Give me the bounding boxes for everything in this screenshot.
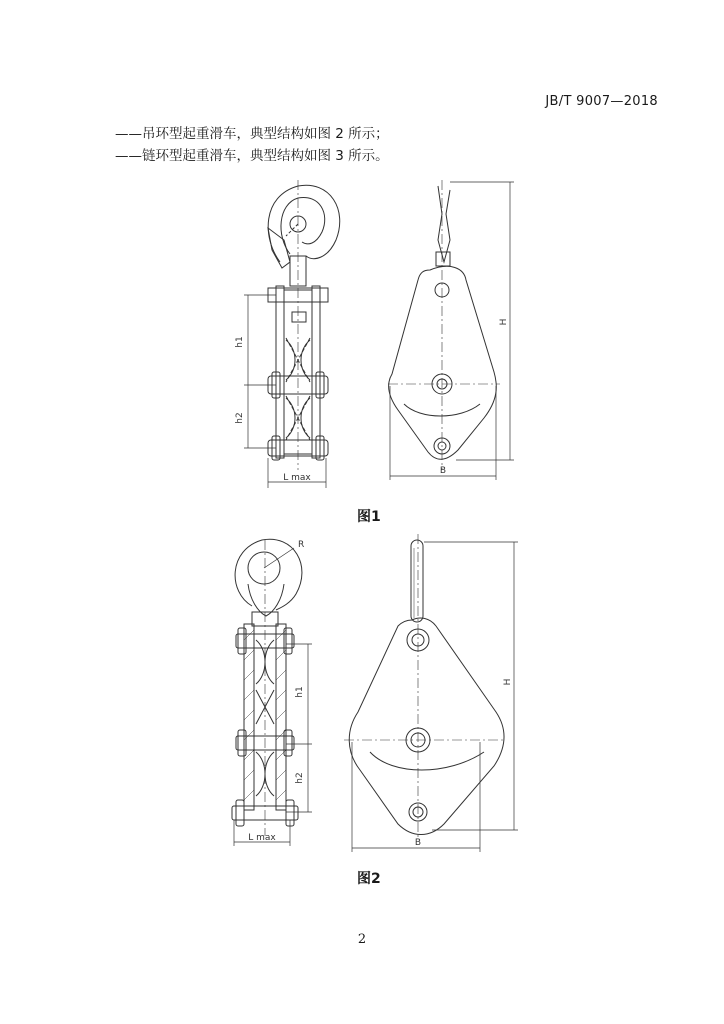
figure-1-label-h1: h1 [235, 336, 245, 348]
figure-2-label-h1: h1 [295, 686, 305, 698]
standard-code: JB/T 9007—2018 [545, 94, 658, 109]
figure-1-caption: 图1 [357, 509, 381, 525]
structure-list [115, 123, 389, 167]
figure-2-label-b: B [414, 838, 422, 848]
figure-1-label-lmax: L max [283, 473, 311, 483]
figure-1-front-view [388, 180, 514, 480]
list-item: ——链环型起重滑车，典型结构如图 3 所示。 [115, 148, 389, 164]
figure-2-front-view [344, 534, 518, 852]
figure-2-label-lmax: L max [248, 833, 276, 843]
figure-1-label-b: B [439, 466, 447, 476]
page-number: 2 [357, 932, 367, 947]
figure-1-side-view [244, 180, 340, 488]
figure-1-label-h: H [499, 318, 509, 326]
figure-2-label-r: R [298, 540, 305, 550]
figure-1-label-h2: h2 [235, 412, 245, 424]
list-item: ——吊环型起重滑车，典型结构如图 2 所示； [115, 126, 389, 142]
figure-2-label-h2: h2 [295, 772, 305, 784]
figure-1-drawing [0, 175, 724, 495]
figure-2-drawing [0, 533, 724, 853]
figure-2-label-h: H [503, 678, 513, 686]
figure-2-caption: 图2 [357, 871, 381, 887]
